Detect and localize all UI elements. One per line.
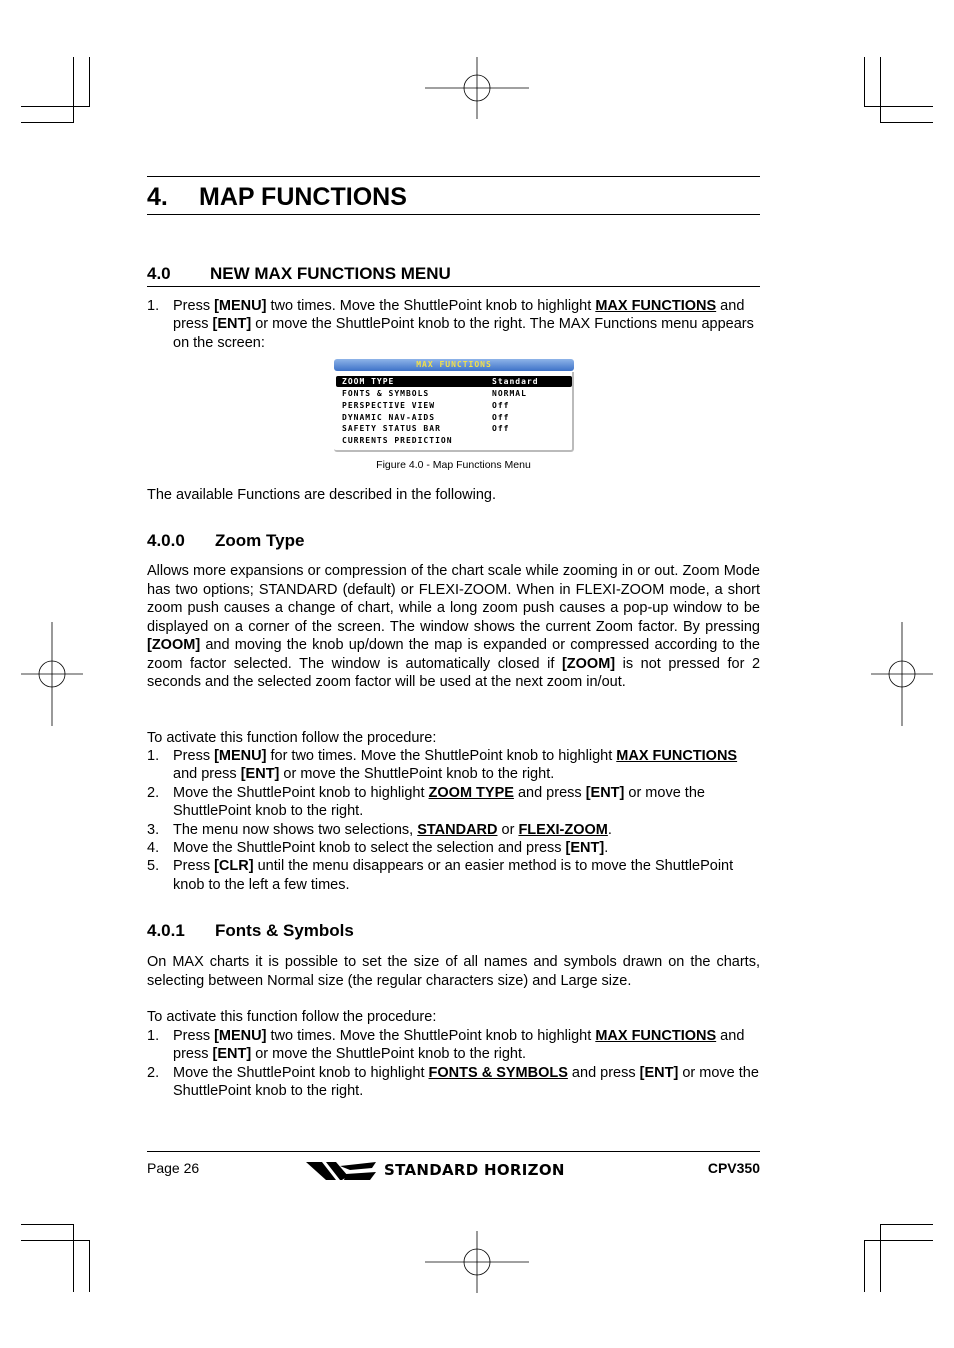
list-item: 3. The menu now shows two selections, STANDARD or FLEXI-ZOOM.	[147, 821, 612, 838]
procedure-text-2: To activate this function follow the procedure:	[147, 1009, 437, 1025]
footer-rule	[147, 1151, 760, 1152]
chapter-rule-top	[147, 176, 760, 177]
menu-item-currents-prediction[interactable]: CURRENTS PREDICTION	[342, 436, 453, 445]
menu-title-bar: MAX FUNCTIONS	[334, 359, 574, 371]
intro-steps	[147, 297, 760, 352]
section-rule	[147, 286, 760, 287]
fonts-symbols-steps	[147, 1027, 760, 1101]
menu-item-zoom-type[interactable]: ZOOM TYPE Standard	[336, 376, 572, 387]
menu-item-dynamic-nav-aids[interactable]: DYNAMIC NAV-AIDS Off	[342, 413, 510, 422]
figure-caption: Figure 4.0 - Map Functions Menu	[376, 459, 531, 471]
list-item: 2. Move the ShuttlePoint knob to highlight ZOOM TYPE and press [ENT] or move the ShuttlePoint knob to the right.	[147, 784, 705, 820]
chapter-title	[147, 183, 407, 212]
registration-mark-left	[21, 622, 83, 726]
list-item: 1. Press [MENU] for two times. Move the ShuttlePoint knob to highlight MAX FUNCTIONS and press [ENT] or move the ShuttlePoint knob to the right.	[147, 748, 738, 783]
max-functions-menu	[334, 359, 574, 453]
list-item: 2. Move the ShuttlePoint knob to highlight FONTS & SYMBOLS and press [ENT] or move the ShuttlePoint knob to the right.	[147, 1064, 759, 1100]
list-item: 1. Press [MENU] two times. Move the ShuttlePoint knob to highlight MAX FUNCTIONS and press [ENT] or move the ShuttlePoint knob to the right. The MAX Functions menu appears on the screen:	[147, 298, 754, 351]
list-item: 4. Move the ShuttlePoint knob to select the selection and press [ENT].	[147, 840, 609, 857]
brand-logo-icon	[306, 1160, 378, 1182]
standard-horizon-logo	[306, 1158, 606, 1184]
zoom-type-steps	[147, 747, 760, 894]
procedure-text-1: To activate this function follow the procedure:	[147, 730, 437, 746]
footer-model: CPV350	[707, 1160, 760, 1176]
section-heading-4-0-1: 4.0.1 Fonts & Symbols	[147, 921, 354, 940]
registration-mark-right	[871, 622, 933, 726]
chapter-rule-bottom	[147, 214, 760, 215]
menu-item-perspective-view[interactable]: PERSPECTIVE VIEW Off	[342, 401, 510, 410]
registration-mark-top	[425, 57, 529, 119]
brand-name: STANDARD HORIZON	[384, 1161, 565, 1179]
menu-item-fonts-symbols[interactable]: FONTS & SYMBOLS NORMAL	[342, 389, 527, 398]
fonts-symbols-paragraph: On MAX charts it is possible to set the size of all names and symbols drawn on the charts, selecting between Normal size (the regular characters size) and Large size.	[147, 954, 760, 989]
chapter-number: 4.	[147, 183, 168, 211]
registration-mark-bottom	[425, 1231, 529, 1293]
menu-body	[334, 372, 574, 452]
menu-item-safety-status-bar[interactable]: SAFETY STATUS BAR Off	[342, 424, 510, 433]
section-heading-4-0: 4.0 NEW MAX FUNCTIONS MENU	[147, 264, 451, 283]
footer-page-number: Page 26	[147, 1160, 200, 1176]
chapter-title-text: MAP FUNCTIONS	[199, 183, 407, 211]
list-item: 1. Press [MENU] two times. Move the ShuttlePoint knob to highlight MAX FUNCTIONS and press [ENT] or move the ShuttlePoint knob to the right.	[147, 1028, 745, 1063]
list-item: 5. Press [CLR] until the menu disappears or an easier method is to move the ShuttlePoint knob to the left a few times.	[147, 858, 734, 893]
section-heading-4-0-0: 4.0.0 Zoom Type	[147, 531, 305, 550]
available-text: The available Functions are described in the following.	[147, 487, 497, 503]
zoom-type-paragraph: Allows more expansions or compression of the chart scale while zooming in or out. Zoom Mode has two options; STANDARD (default) or FLEXI-ZOOM. When in FLEXI-ZOOM mode, a short zoom push causes a change of chart, while a long zoom push causes a pop-up window to be displayed on a corner of the screen. The window shows the current Zoom factor. By pressing [ZOOM] and moving the knob up/down the map is expanded or compressed according to the zoom factor selected. The window is automatically closed if [ZOOM] is not pressed for 2 seconds and the selected zoom factor will be used at the next zoom in/out.	[147, 563, 761, 690]
